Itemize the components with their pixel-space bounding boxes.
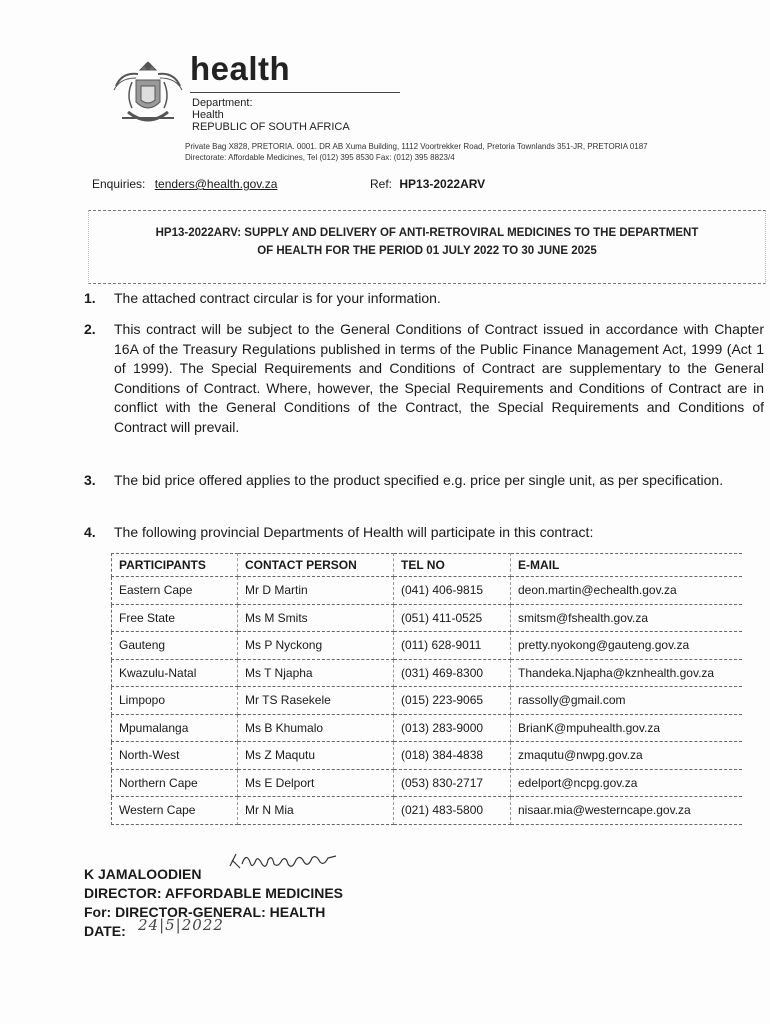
contact-person-cell: Mr D Martin (238, 577, 394, 605)
table-row (112, 687, 742, 715)
paragraph-2 (84, 320, 764, 437)
signatory-name: K JAMALOODIEN (84, 866, 202, 882)
email-cell[interactable]: rassolly@gmail.com (511, 687, 742, 715)
paragraph-text: This contract will be subject to the General Conditions of Contract issued in accordance with Chapter 16A of the Treasury Regulations published in terms of the Public Finance Management Act, 1999 (Act 1 of 1999). The Special Requirements and Conditions of Contract are supplementary to the General Conditions of Contract. Where, however, the Special Requirements and Conditions of Contract are in conflict with the General Conditions of the Contract, the Special Requirements and Conditions of Contract will prevail. (114, 321, 764, 435)
reference-number: HP13-2022ARV (399, 177, 486, 191)
paragraph-number: 3. (84, 472, 96, 488)
header-contact-person: CONTACT PERSON (238, 554, 394, 577)
contact-person-cell: Mr TS Rasekele (238, 687, 394, 715)
subject-box (88, 210, 766, 284)
email-cell[interactable]: edelport@ncpg.gov.za (511, 769, 742, 797)
enquiries-email-link[interactable]: tenders@health.gov.za (154, 177, 278, 191)
header-email: E-MAIL (511, 554, 742, 577)
reference-line (370, 177, 485, 191)
paragraph-3 (84, 471, 764, 491)
address-line-1: Private Bag X828, PRETORIA. 0001. DR AB Xuma Building, 1112 Voortrekker Road, Pretoria Townlands 351-JR, PRETORIA 0187 (185, 142, 648, 151)
email-cell[interactable]: smitsm@fshealth.gov.za (511, 604, 742, 632)
participant-cell: Kwazulu-Natal (112, 659, 238, 687)
tel-no-cell: (015) 223-9065 (394, 687, 511, 715)
participant-cell: Free State (112, 604, 238, 632)
dept-line-3: REPUBLIC OF SOUTH AFRICA (192, 121, 350, 133)
paragraph-text: The following provincial Departments of Health will participate in this contract: (114, 524, 594, 540)
email-cell[interactable]: pretty.nyokong@gauteng.gov.za (511, 632, 742, 660)
logo-wordmark: health (190, 50, 291, 87)
tel-no-cell: (013) 283-9000 (394, 714, 511, 742)
department-name (192, 97, 350, 133)
participant-cell: Western Cape (112, 797, 238, 825)
table-header-row (112, 554, 742, 577)
handwritten-date: 24|5|2022 (138, 916, 224, 934)
reference-label: Ref: (370, 177, 393, 191)
tel-no-cell: (051) 411-0525 (394, 604, 511, 632)
contact-person-cell: Ms M Smits (238, 604, 394, 632)
table-row (112, 714, 742, 742)
tel-no-cell: (021) 483-5800 (394, 797, 511, 825)
dept-line-2: Health (192, 109, 224, 121)
paragraph-number: 1. (84, 290, 96, 306)
email-cell[interactable]: BrianK@mpuhealth.gov.za (511, 714, 742, 742)
paragraph-1 (84, 289, 764, 309)
enquiries-line (92, 177, 277, 191)
paragraph-number: 4. (84, 524, 96, 540)
signatory-title: DIRECTOR: AFFORDABLE MEDICINES (84, 885, 343, 901)
participant-cell: Northern Cape (112, 769, 238, 797)
header-tel-no: TEL NO (394, 554, 511, 577)
paragraph-number: 2. (84, 321, 96, 337)
dept-line-1: Department: (192, 97, 253, 109)
date-label: DATE: (84, 923, 126, 939)
tel-no-cell: (031) 469-8300 (394, 659, 511, 687)
email-cell[interactable]: zmaqutu@nwpg.gov.za (511, 742, 742, 770)
participant-cell: Limpopo (112, 687, 238, 715)
enquiries-label: Enquiries: (92, 177, 146, 191)
email-cell[interactable]: deon.martin@echealth.gov.za (511, 577, 742, 605)
table-row (112, 659, 742, 687)
table-row (112, 742, 742, 770)
subject-line-1: HP13-2022ARV: SUPPLY AND DELIVERY OF ANTI-RETROVIRAL MEDICINES TO THE DEPARTMENT (155, 227, 699, 239)
table-row (112, 604, 742, 632)
participants-table (111, 553, 742, 825)
tel-no-cell: (011) 628-9011 (394, 632, 511, 660)
participant-cell: North-West (112, 742, 238, 770)
contact-person-cell: Ms T Njapha (238, 659, 394, 687)
email-cell[interactable]: nisaar.mia@westerncape.gov.za (511, 797, 742, 825)
contact-person-cell: Mr N Mia (238, 797, 394, 825)
tel-no-cell: (041) 406-9815 (394, 577, 511, 605)
participant-cell: Eastern Cape (112, 577, 238, 605)
participant-cell: Mpumalanga (112, 714, 238, 742)
subject-title (89, 224, 765, 260)
address-block (185, 142, 648, 163)
table-row (112, 632, 742, 660)
subject-line-2: OF HEALTH FOR THE PERIOD 01 JULY 2022 TO 30 JUNE 2025 (257, 245, 597, 257)
signatory-for-line: For: DIRECTOR-GENERAL: HEALTH (84, 904, 326, 920)
logo-divider (190, 92, 400, 93)
table-row (112, 577, 742, 605)
table-row (112, 769, 742, 797)
paragraph-text: The attached contract circular is for your information. (114, 290, 441, 306)
tel-no-cell: (018) 384-4838 (394, 742, 511, 770)
address-line-2: Directorate: Affordable Medicines, Tel (012) 395 8530 Fax: (012) 395 8823/4 (185, 152, 455, 162)
email-cell[interactable]: Thandeka.Njapha@kznhealth.gov.za (511, 659, 742, 687)
table-row (112, 797, 742, 825)
paragraph-4 (84, 523, 764, 543)
tel-no-cell: (053) 830-2717 (394, 769, 511, 797)
contact-person-cell: Ms B Khumalo (238, 714, 394, 742)
contact-person-cell: Ms Z Maqutu (238, 742, 394, 770)
coat-of-arms-icon (108, 56, 188, 136)
participant-cell: Gauteng (112, 632, 238, 660)
header-participants: PARTICIPANTS (112, 554, 238, 577)
contact-person-cell: Ms P Nyckong (238, 632, 394, 660)
contact-person-cell: Ms E Delport (238, 769, 394, 797)
paragraph-text: The bid price offered applies to the product specified e.g. price per single unit, as per specification. (114, 472, 724, 488)
